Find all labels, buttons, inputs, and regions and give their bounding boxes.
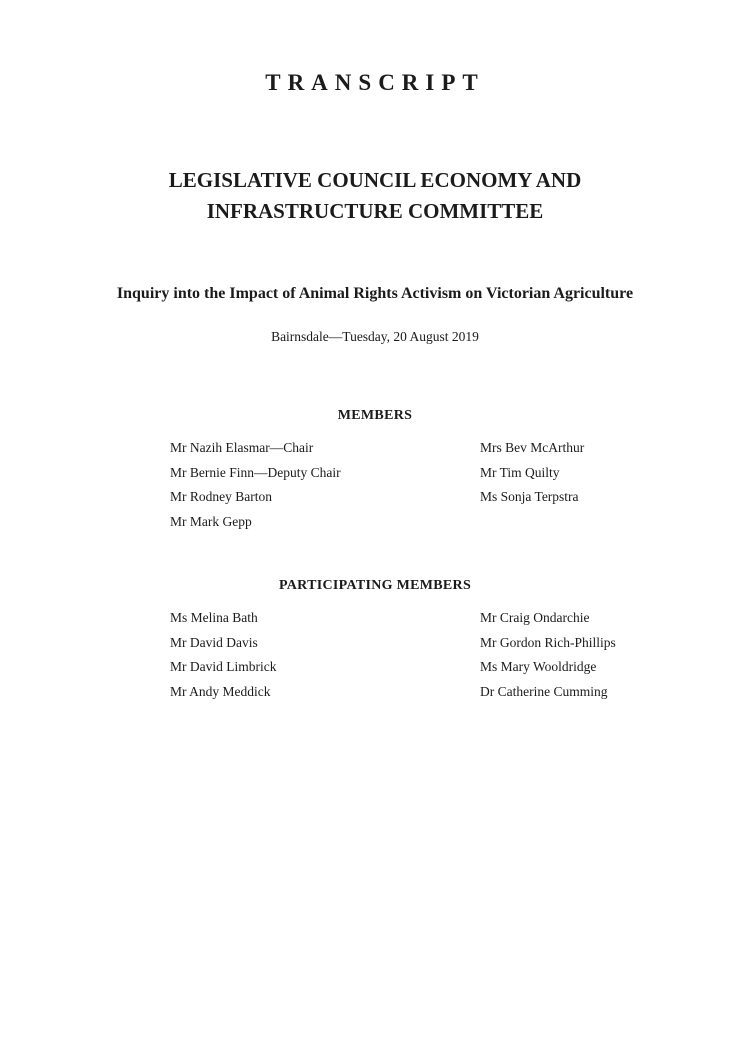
participating-members-heading: PARTICIPATING MEMBERS (278, 578, 472, 593)
participating-members-column-right (480, 606, 616, 704)
members-column-right (480, 436, 584, 510)
member-name: Mr Gordon Rich-Phillips (480, 634, 616, 650)
inquiry-title: Inquiry into the Impact of Animal Rights Activism on Victorian Agriculture (116, 285, 634, 302)
members-heading: MEMBERS (337, 408, 413, 423)
hearing-location-date: Bairnsdale—Tuesday, 20 August 2019 (271, 329, 479, 344)
member-name: Mr Nazih Elasmar—Chair (170, 440, 314, 455)
member-name: Ms Mary Wooldridge (480, 659, 597, 675)
member-name: Mr Tim Quilty (480, 464, 560, 480)
committee-name-line2: INFRASTRUCTURE COMMITTEE (206, 199, 544, 223)
member-name: Mr Rodney Barton (170, 489, 272, 505)
member-name: Mr Mark Gepp (170, 513, 252, 529)
member-name: Mr Andy Meddick (170, 683, 271, 699)
committee-name (0, 165, 750, 227)
committee-name-line1: LEGISLATIVE COUNCIL ECONOMY AND (168, 168, 582, 192)
member-name: Mr David Limbrick (170, 659, 277, 675)
document-title: TRANSCRIPT (265, 70, 485, 95)
member-name: Ms Melina Bath (170, 610, 258, 625)
member-name: Dr Catherine Cumming (480, 683, 608, 699)
member-name: Mr Craig Ondarchie (480, 610, 590, 625)
member-name: Mr Bernie Finn—Deputy Chair (170, 464, 341, 480)
participating-members-column-left (170, 606, 276, 704)
member-name: Mrs Bev McArthur (480, 440, 585, 455)
members-column-left (170, 436, 341, 534)
member-name: Ms Sonja Terpstra (480, 489, 579, 505)
member-name: Mr David Davis (170, 634, 258, 650)
